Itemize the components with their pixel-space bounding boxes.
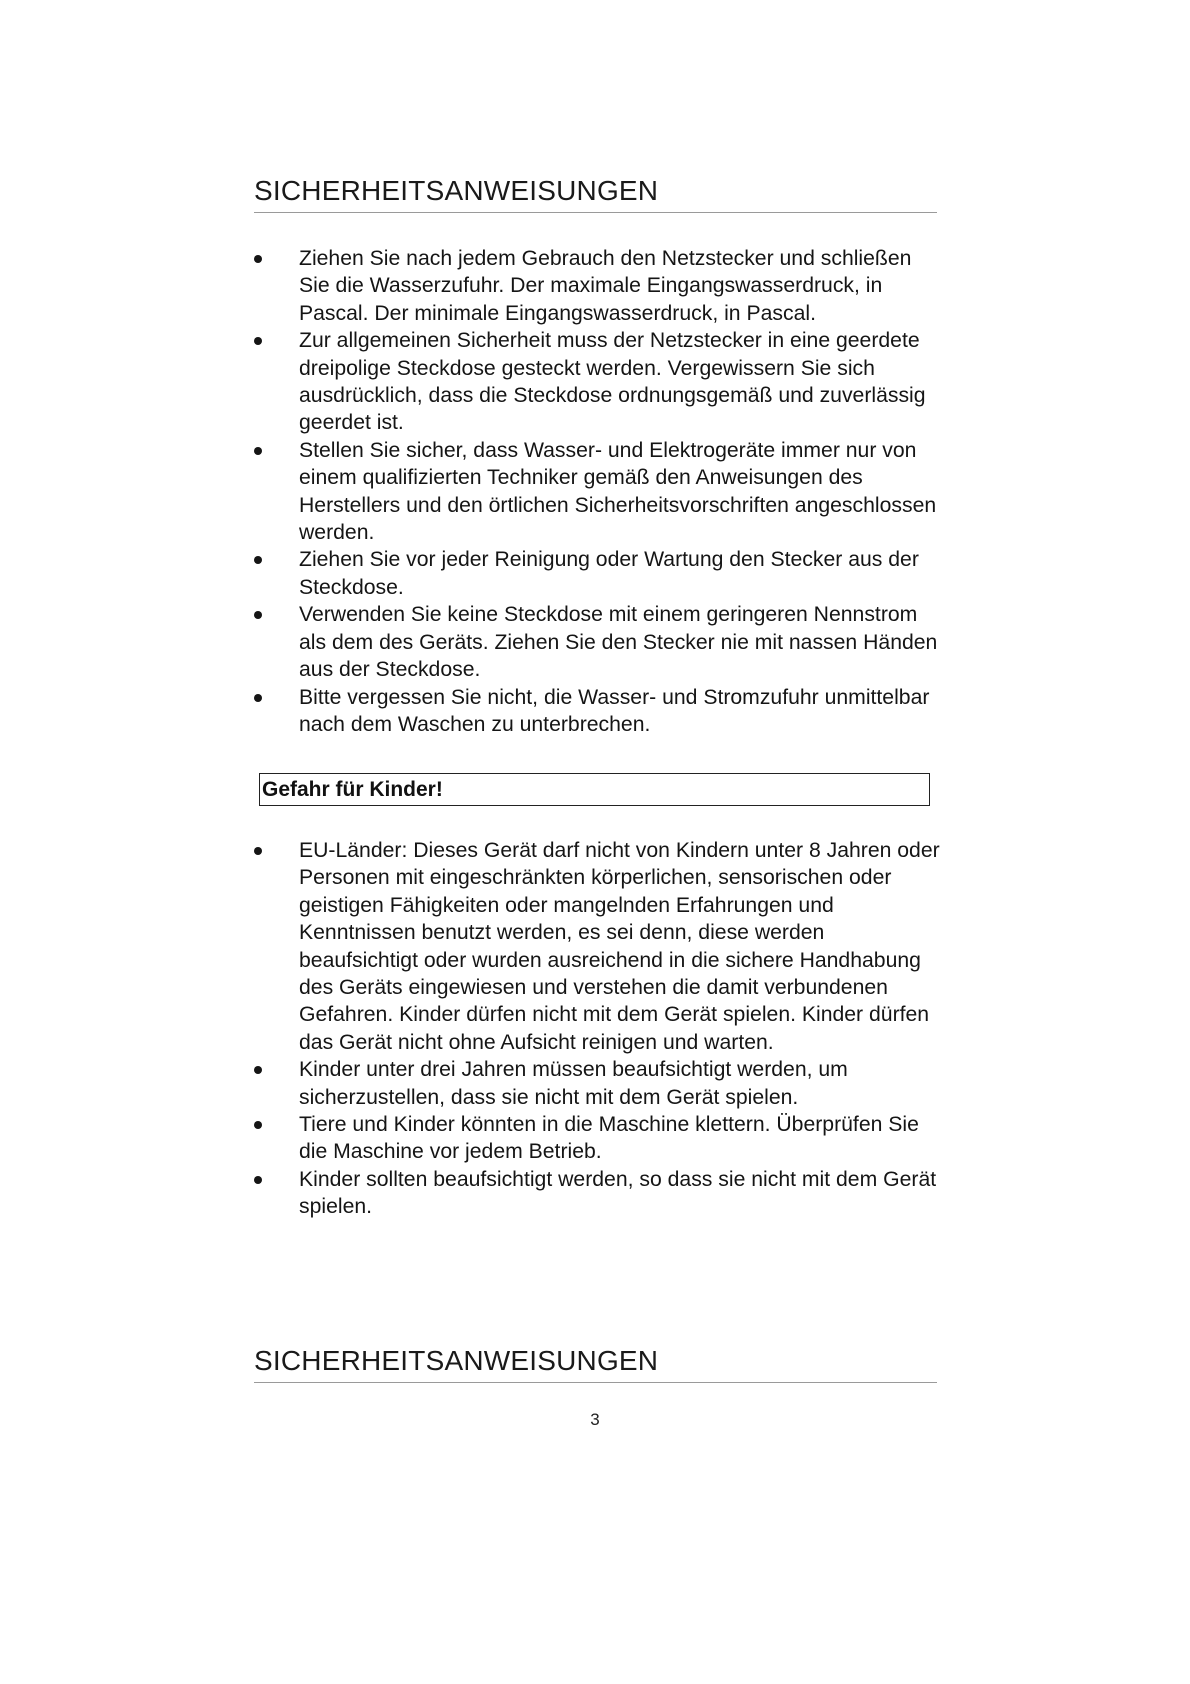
list-item-text: Kinder unter drei Jahren müssen beaufsichtigt werden, um sicherzustellen, dass sie nicht mit dem Gerät spielen.: [299, 1058, 848, 1109]
safety-instructions-list: [254, 245, 944, 738]
bullet-icon: [254, 255, 262, 263]
list-item-text: Stellen Sie sicher, dass Wasser- und Elektrogeräte immer nur von einem qualifizierten Techniker gemäß den Anweisungen des Herstellers und den örtlichen Sicherheitsvorschriften angeschlossen werden.: [299, 438, 937, 545]
list-item: [254, 1056, 944, 1111]
list-item: [254, 546, 944, 601]
list-item: [254, 437, 944, 547]
children-safety-list: [254, 837, 944, 1221]
bullet-icon: [254, 337, 262, 345]
list-item: [254, 1166, 944, 1221]
list-item-text: Ziehen Sie nach jedem Gebrauch den Netzstecker und schließen Sie die Wasserzufuhr. Der maximale Eingangswasserdruck, in Pascal. Der minimale Eingangswasserdruck, in Pascal.: [299, 247, 912, 325]
list-item-text: Verwenden Sie keine Steckdose mit einem geringeren Nennstrom als dem des Geräts. Ziehen Sie den Stecker nie mit nassen Händen aus der Steckdose.: [299, 603, 938, 682]
list-item: [254, 327, 944, 437]
list-item: [254, 1111, 944, 1166]
bullet-icon: [254, 611, 262, 619]
list-item: [254, 684, 944, 739]
list-item: [254, 601, 944, 683]
bullet-icon: [254, 1176, 262, 1184]
warning-box-children: Gefahr für Kinder!: [259, 773, 930, 806]
section-heading-top: SICHERHEITSANWEISUNGEN: [254, 174, 937, 213]
list-item: [254, 837, 944, 1056]
bullet-icon: [254, 1121, 262, 1129]
list-item-text: Zur allgemeinen Sicherheit muss der Netzstecker in eine geerdete dreipolige Steckdose gesteckt werden. Vergewissern Sie sich ausdrücklich, dass die Steckdose ordnungsgemäß und zuverlässig geerdet ist.: [299, 329, 926, 435]
bullet-icon: [254, 447, 262, 455]
list-item-text: Tiere und Kinder könnten in die Maschine klettern. Überprüfen Sie die Maschine vor jedem Betrieb.: [299, 1113, 919, 1164]
bullet-icon: [254, 694, 262, 702]
list-item: [254, 245, 944, 327]
bullet-icon: [254, 1066, 262, 1074]
section-heading-bottom: SICHERHEITSANWEISUNGEN: [254, 1344, 937, 1383]
list-item-text: Ziehen Sie vor jeder Reinigung oder Wartung den Stecker aus der Steckdose.: [299, 548, 919, 599]
list-item-text: EU-Länder: Dieses Gerät darf nicht von Kindern unter 8 Jahren oder Personen mit eingeschränkten körperlichen, sensorischen oder geistigen Fähigkeiten oder mangelnden Erfahrungen und Kenntnissen benutzt werden, es sei denn, diese werden beaufsichtigt oder wurden ausreichend in die sichere Handhabung des Geräts eingewiesen und verstehen die damit verbundenen Gefahren. Kinder dürfen nicht mit dem Gerät spielen. Kinder dürfen das Gerät nicht ohne Aufsicht reinigen und warten.: [299, 839, 940, 1054]
page-number: 3: [590, 1410, 600, 1429]
list-item-text: Bitte vergessen Sie nicht, die Wasser- und Stromzufuhr unmittelbar nach dem Waschen zu unterbrechen.: [299, 685, 930, 736]
bullet-icon: [254, 847, 262, 855]
bullet-icon: [254, 556, 262, 564]
list-item-text: Kinder sollten beaufsichtigt werden, so dass sie nicht mit dem Gerät spielen.: [299, 1167, 937, 1219]
